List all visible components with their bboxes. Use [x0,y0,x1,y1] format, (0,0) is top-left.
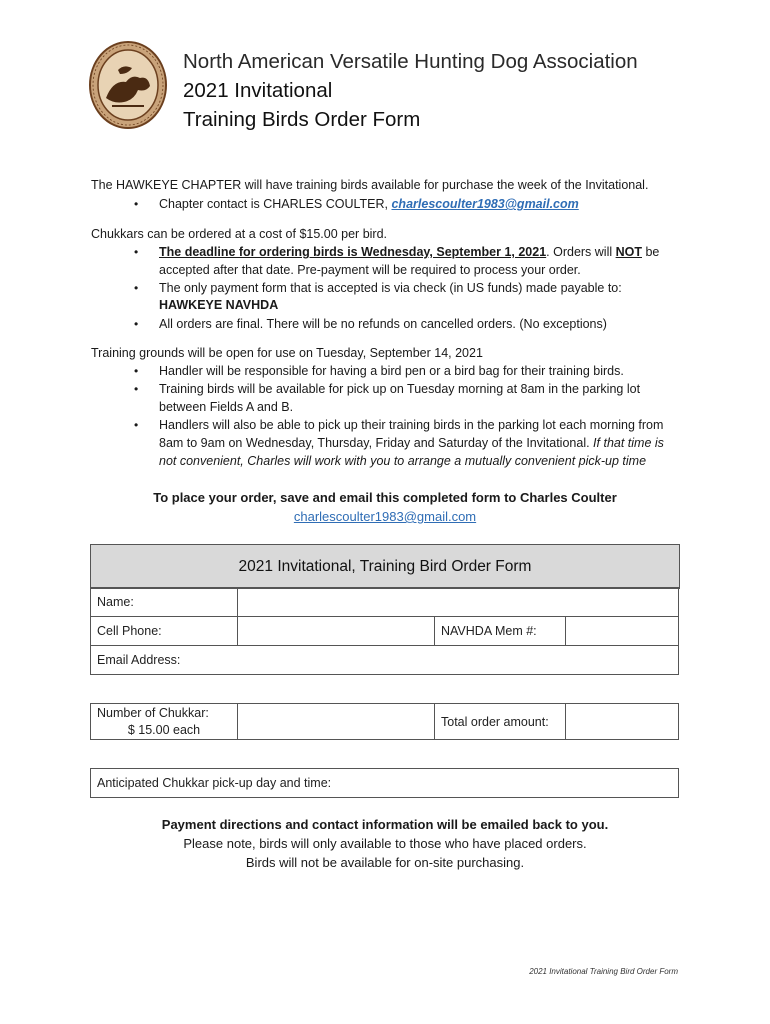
bullet-icon: • [134,281,139,295]
bullet-icon: • [134,418,139,432]
contact-line: Chapter contact is CHARLES COULTER, charlescoulter1983@gmail.com [159,197,579,211]
grounds-b2-2: between Fields A and B. [159,400,294,414]
grounds-intro: Training grounds will be open for use on Tuesday, September 14, 2021 [91,346,483,360]
deadline-line: The deadline for ordering birds is Wednesday, September 1, 2021. Orders will NOT be [159,245,660,259]
chukkar-count-label: Number of Chukkar: $ 15.00 each [90,703,238,740]
payment-line: The only payment form that is accepted is via check (in US funds) made payable to: [159,281,622,295]
order-instructions: To place your order, save and email this completed form to Charles Coulter [153,490,617,505]
org-name: North American Versatile Hunting Dog Association [183,50,638,73]
cell-phone-field[interactable] [237,616,435,646]
bullet-icon: • [134,364,139,378]
intro-text: The HAWKEYE CHAPTER will have training birds available for purchase the week of the Invitational. [91,178,649,192]
bullet-icon: • [134,197,139,211]
navhda-mem-label: NAVHDA Mem #: [434,616,566,646]
navhda-mem-field[interactable] [565,616,679,646]
grounds-b1: Handler will be responsible for having a bird pen or a bird bag for their training birds. [159,364,624,378]
form-header: 2021 Invitational, Training Bird Order Form [90,544,680,589]
contact-email-link[interactable]: charlescoulter1983@gmail.com [391,197,579,211]
grounds-b3: Handlers will also be able to pick up their training birds in the parking lot each morning from [159,418,664,432]
grounds-b3-3: not convenient, Charles will work with you to arrange a mutually convenient pick-up time [159,454,647,468]
deadline-line-2: accepted after that date. Pre-payment will be required to process your order. [159,263,581,277]
grounds-b3-2: 8am to 9am on Wednesday, Thursday, Friday and Saturday of the Invitational. If that time is [159,436,664,450]
payment-note-line3: Birds will not be available for on-site purchasing. [245,855,525,870]
name-label: Name: [90,587,238,617]
payment-note-bold: Payment directions and contact information will be emailed back to you. [161,817,609,832]
bullet-icon: • [134,382,139,396]
final-orders: All orders are final. There will be no refunds on cancelled orders. (No exceptions) [159,317,607,331]
order-email-link[interactable]: charlescoulter1983@gmail.com [293,509,477,524]
bullet-icon: • [134,317,139,331]
total-amount-field[interactable] [565,703,679,740]
chukkar-cost: Chukkars can be ordered at a cost of $15.00 per bird. [91,227,388,241]
total-amount-label: Total order amount: [434,703,566,740]
name-field[interactable] [237,587,679,617]
cell-phone-label: Cell Phone: [90,616,238,646]
event-title: 2021 Invitational [183,79,333,102]
navhda-seal-logo [88,40,168,130]
pickup-time-field[interactable]: Anticipated Chukkar pick-up day and time: [90,768,679,798]
form-title: Training Birds Order Form [183,108,421,131]
grounds-b2: Training birds will be available for pick up on Tuesday morning at 8am in the parking lot [159,382,641,396]
bullet-icon: • [134,245,139,259]
page-footer: 2021 Invitational Training Bird Order Form [529,967,678,976]
email-address-field[interactable]: Email Address: [90,645,679,675]
payment-payee: HAWKEYE NAVHDA [159,298,279,312]
payment-note-line2: Please note, birds will only available to those who have placed orders. [183,836,587,851]
chukkar-count-field[interactable] [237,703,435,740]
